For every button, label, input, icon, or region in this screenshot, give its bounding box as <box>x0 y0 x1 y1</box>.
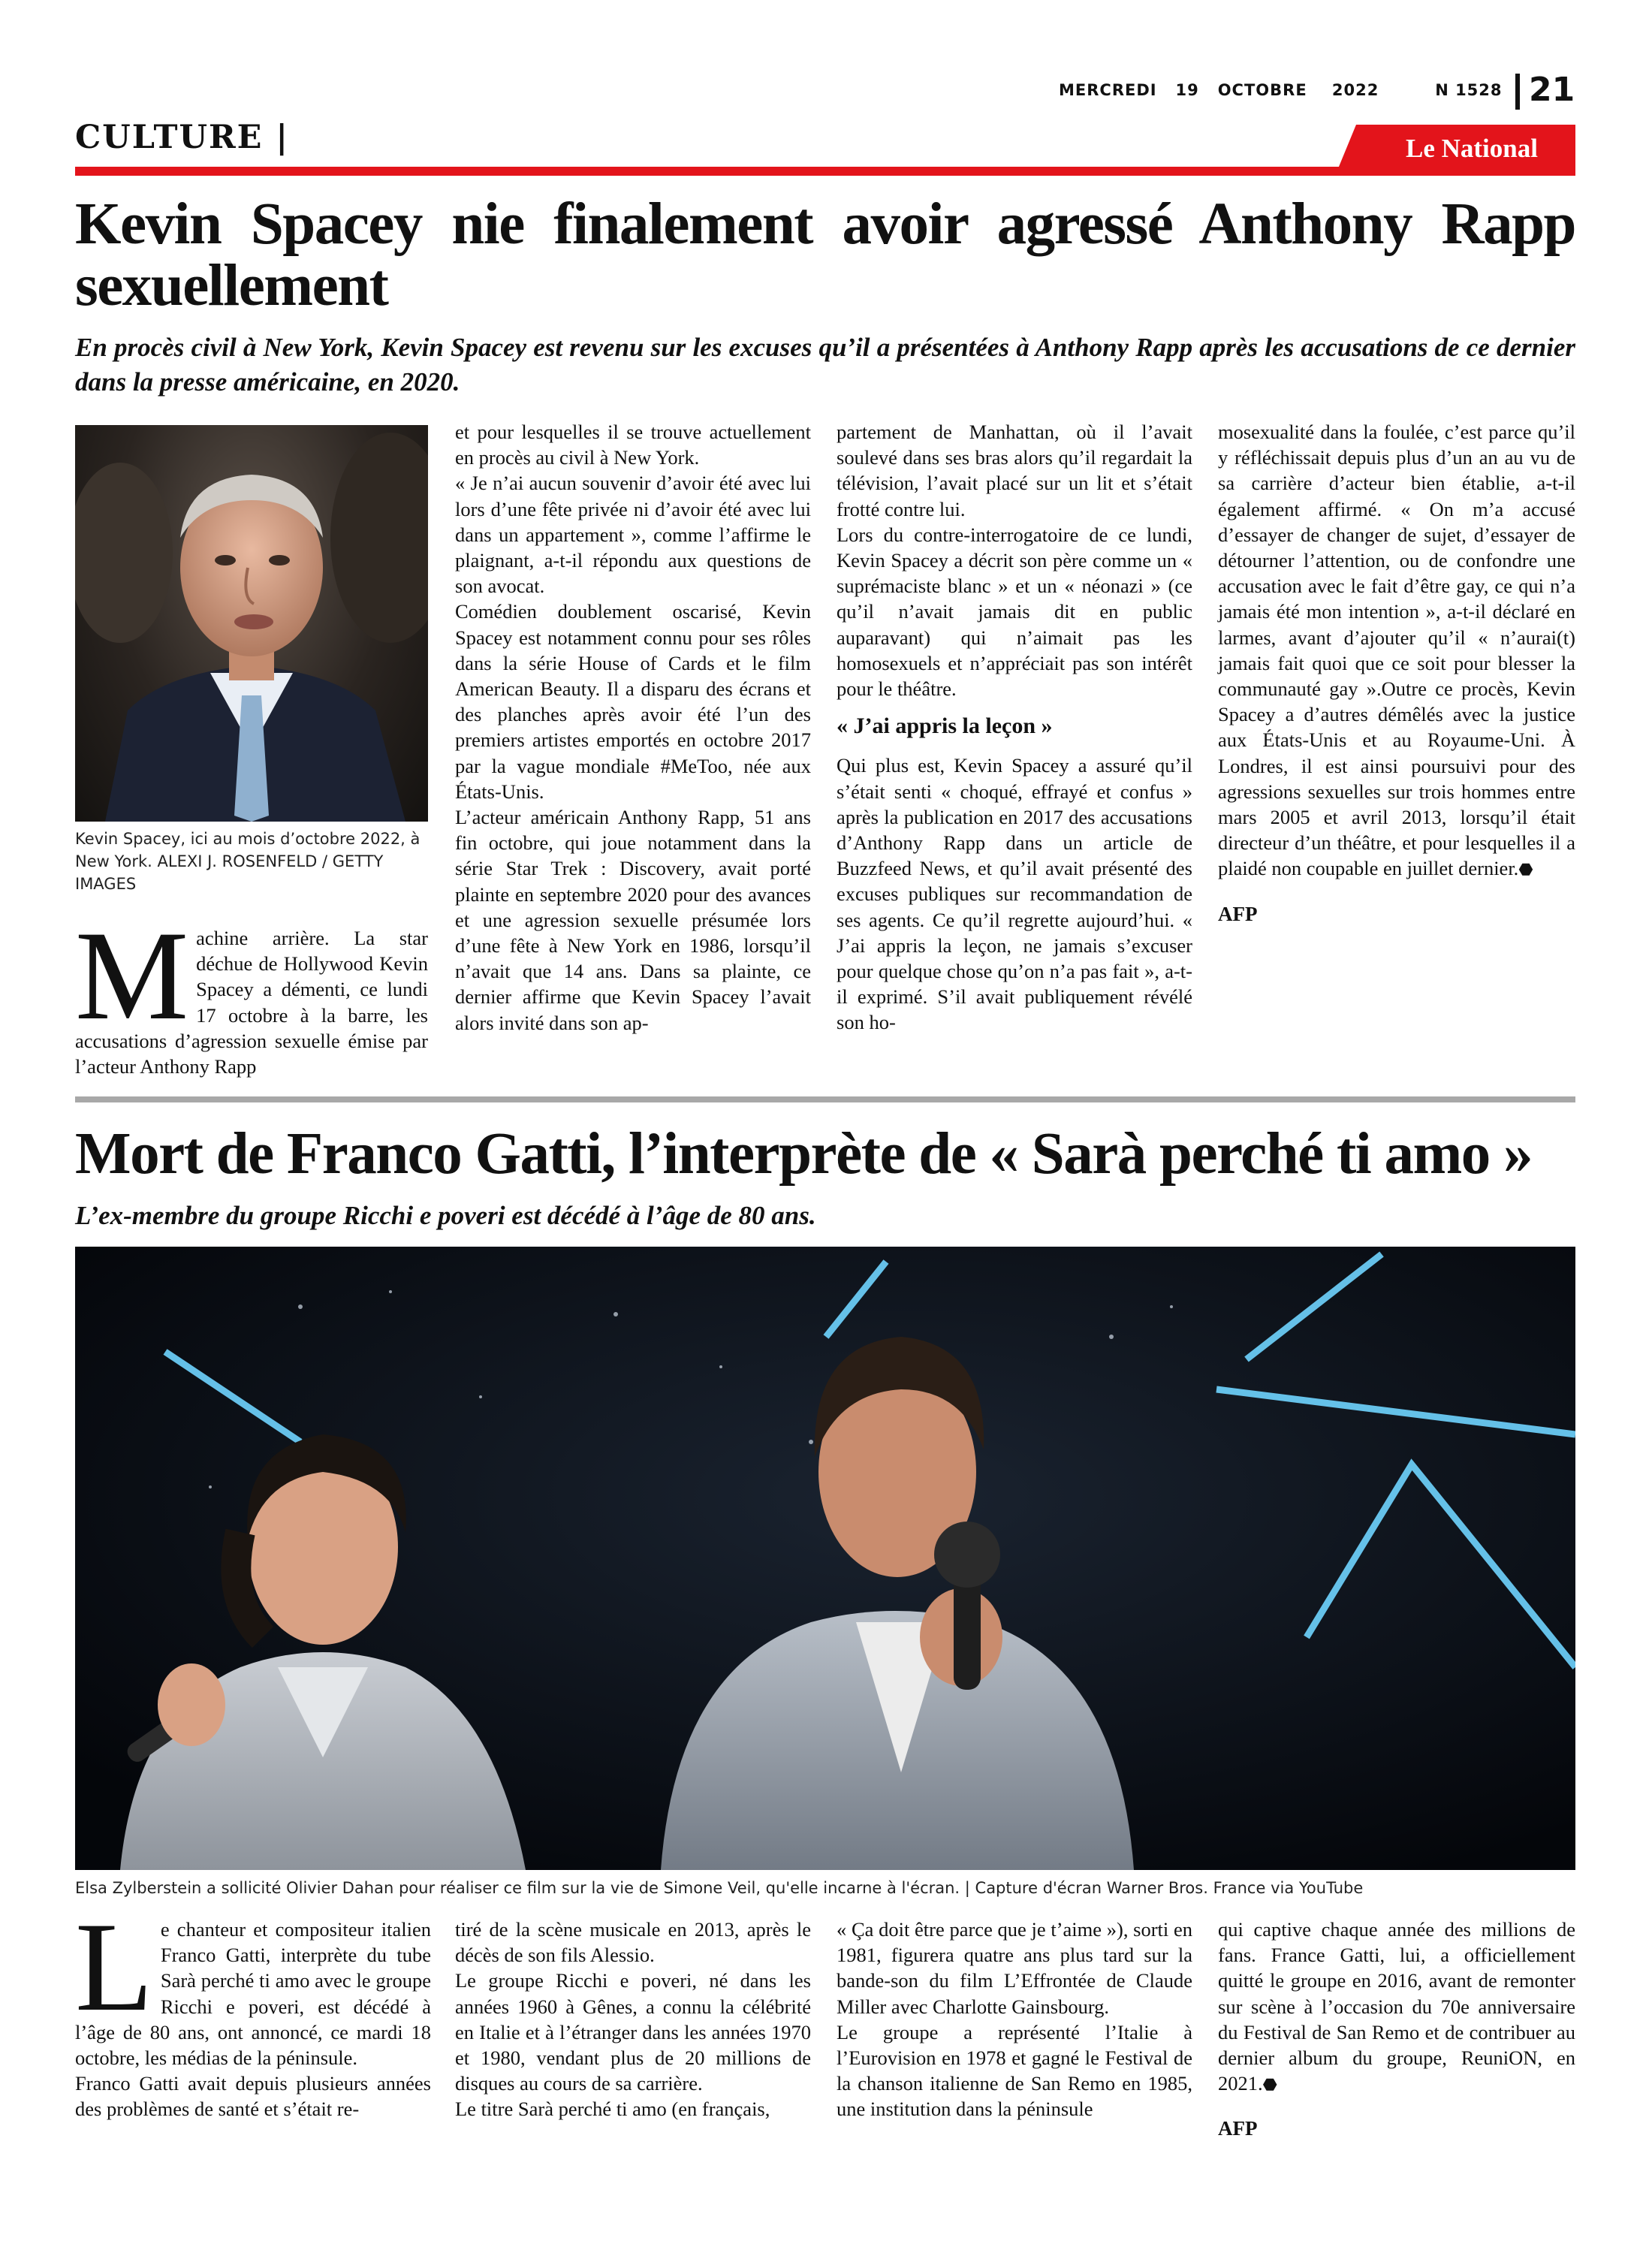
concert-stage-illustration <box>75 1247 1575 1870</box>
article2-closing-text: qui captive chaque année des millions de fans. France Gatti, lui, a officiellement quitté le groupe en 2016, avant de remonter sur scène à l’occasion du 70e anniversaire du Festival de San Remo et de contribuer au dernier album du groupe, ReuniON, en 2021. <box>1218 1918 1575 2095</box>
end-mark-icon: ⬣ <box>1262 2075 1277 2095</box>
article1-paragraph: L’acteur américain Anthony Rapp, 51 ans fin octobre, qui joue notamment dans la série Star Trek : Discovery, avait porté plainte en septembre 2020 pour des avances et une agression sexuelle présumée lors d’une fête à New York en 1986, lorsqu’il n’avait que 14 ans. Dans sa plainte, ce dernier affirme que Kevin Spacey l’avait alors invité dans son ap- <box>455 806 811 1034</box>
article2-column-4 <box>1218 1917 1575 2142</box>
article1-column-3 <box>837 419 1192 1036</box>
article1-paragraph: et pour lesquelles il se trouve actuellement en procès au civil à New York. <box>455 421 811 469</box>
article2-standfirst: L’ex-membre du groupe Ricchi e poveri est décédé à l’âge de 80 ans. <box>75 1201 816 1230</box>
issue-date-num: 19 <box>1175 81 1199 99</box>
article1-closing-text: mosexualité dans la foulée, c’est parce qu’il y réfléchissait depuis plus d’un an au vu de sa carrière d’acteur bien établie, a-t-il également affirmé. « On m’a accusé d’essayer de changer de sujet, d’essayer de détourner l’attention, ou de confondre une accusation avec le fait d’être gay, ce qui n’a jamais été mon intention », a-t-il déclaré en larmes, avant d’ajouter qu’il « n’aurai(t) jamais fait quoi que ce soit pour blesser la communauté gay ».Outre ce procès, Kevin Spacey a d’autres démêlés avec la justice aux États-Unis et au Royaume-Uni. À Londres, il est ainsi poursuivi pour des agressions sexuelles sur trois hommes entre mars 2005 et avril 2013, lorsqu’il était directeur d’un théâtre, et pour lesquelles il a plaidé non coupable en juillet dernier. <box>1218 421 1575 880</box>
article1-column-2 <box>455 419 811 1036</box>
article2-paragraph: Le groupe Ricchi e poveri, né dans les années 1960 à Gênes, a connu la célébrité en Italie et à l’étranger dans les années 1970 et 1980, vendant plus de 20 millions de disques au cours de sa carrière. <box>455 1969 811 2095</box>
article1-column-1 <box>75 905 428 1079</box>
article1-subheading: « J’ai appris la leçon » <box>837 713 1053 739</box>
article2-paragraph <box>1218 1917 1575 2098</box>
article1-paragraph: partement de Manhattan, où il l’avait soulevé dans ses bras alors qu’il regardait la télévision, l’avait placé sur un lit et s’était frotté contre lui. <box>837 421 1192 520</box>
article2-column-1 <box>75 1896 431 2122</box>
article2-paragraph: Le groupe a représenté l’Italie à l’Eurovision en 1978 et gagné le Festival de la chanson italienne de San Remo en 1985, une institution dans la péninsule <box>837 2020 1192 2121</box>
article2-headline: Mort de Franco Gatti, l’interprète de « Sarà perché ti amo » <box>75 1121 1533 1187</box>
article2-column-3 <box>837 1917 1192 2122</box>
article1-byline: AFP <box>1218 902 1258 925</box>
article2-paragraph: « Ça doit être parce que je t’aime »), sorti en 1981, figurera quatre ans plus tard sur la bande-son du film L’Effrontée de Claude Miller avec Charlotte Gainsbourg. <box>837 1918 1192 2018</box>
article1-photo <box>75 425 428 822</box>
portrait-illustration <box>75 425 428 822</box>
article1-photo-caption: Kevin Spacey, ici au mois d’octobre 2022, à New York. ALEXI J. ROSENFELD / GETTY IMAGES <box>75 830 421 893</box>
article1-lead-paragraph: achine arrière. La star déchue de Hollywood Kevin Spacey a démenti, ce lundi 17 octobre à la barre, les accusations d’agression sexuelle émise par l’acteur Anthony Rapp <box>75 927 428 1078</box>
article-divider <box>75 1096 1575 1102</box>
article2-column-2 <box>455 1917 811 2122</box>
article2-photo <box>75 1247 1575 1870</box>
brand-name: Le National <box>1406 134 1538 163</box>
end-mark-icon: ⬣ <box>1518 860 1533 879</box>
section-label: CULTURE | <box>75 119 290 156</box>
article1-column-4 <box>1218 419 1575 927</box>
article2-photo-caption: Elsa Zylberstein a sollicité Olivier Dahan pour réaliser ce film sur la vie de Simone Veil, qu'elle incarne à l'écran. | Capture d'écran Warner Bros. France via YouTube <box>75 1879 1364 1897</box>
article2-paragraph: tiré de la scène musicale en 2013, après le décès de son fils Alessio. <box>455 1918 811 1967</box>
article1-paragraph: Lors du contre-interrogatoire de ce lundi, Kevin Spacey a décrit son père comme un « suprémaciste blanc » et un « néonazi » (ce qu’il n’avait jamais dit en public auparavant) qui n’aimait pas les homosexuels et n’appréciait pas son intérêt pour le théâtre. <box>837 523 1192 701</box>
article1-paragraph: « Je n’ai aucun souvenir d’avoir été avec lui lors d’une fête privée ni d’avoir été avec lui dans un appartement », comme l’affirme le plaignant, a-t-il répondu aux questions de son avocat. <box>455 472 811 598</box>
issue-year: 2022 <box>1331 81 1379 99</box>
article2-byline: AFP <box>1218 2117 1258 2140</box>
article1-paragraph: Comédien doublement oscarisé, Kevin Spacey est notamment connu pour ses rôles dans la série House of Cards et le film American Beauty. Il a disparu des écrans et des planches après avoir été l’un des premiers artistes emportés en octobre 2017 par la vague mondiale #MeToo, née aux États-Unis. <box>455 600 811 803</box>
issue-meta <box>1059 81 1503 99</box>
article1-headline: Kevin Spacey nie finalement avoir agressé Anthony Rapp sexuellement <box>75 192 1575 318</box>
article2-paragraph: Le titre Sarà perché ti amo (en français, <box>455 2098 770 2121</box>
article1-paragraph <box>1218 419 1575 883</box>
issue-number: N 1528 <box>1435 81 1503 99</box>
article2-paragraph: Franco Gatti avait depuis plusieurs années des problèmes de santé et s’était re- <box>75 2072 431 2121</box>
article1-paragraph: Qui plus est, Kevin Spacey a assuré qu’il s’était senti « choqué, effrayé et confus » après la publication en 2017 des accusations d’Anthony Rapp dans un article de Buzzfeed News, et qu’il avait présenté des excuses publiques sur recommandation de ses agents. Ce qu’il regrette aujourd’hui. « J’ai appris la leçon, ne jamais s’excuser pour quelque chose qu’on n’a pas fait », a-t-il exprimé. S’il avait publiquement révélé son ho- <box>837 754 1192 1034</box>
article1-standfirst: En procès civil à New York, Kevin Spacey est revenu sur les excuses qu’il a présentées à Anthony Rapp après les accusations de ce dernier dans la presse américaine, en 2020. <box>75 333 1575 397</box>
issue-day: MERCREDI <box>1059 81 1157 99</box>
page-number-divider <box>1515 74 1520 110</box>
page-number: 21 <box>1529 71 1575 109</box>
article2-paragraph: e chanteur et compositeur italien Franco Gatti, interprète du tube Sarà perché ti amo avec le groupe Ricchi e poveri, est décédé à l’âge de 80 ans, ont annoncé, ce mardi 18 octobre, les médias de la péninsule. <box>75 1918 431 2070</box>
article1-dropcap: M <box>75 905 189 1046</box>
issue-month: OCTOBRE <box>1217 81 1307 99</box>
article2-dropcap: L <box>75 1896 153 2037</box>
